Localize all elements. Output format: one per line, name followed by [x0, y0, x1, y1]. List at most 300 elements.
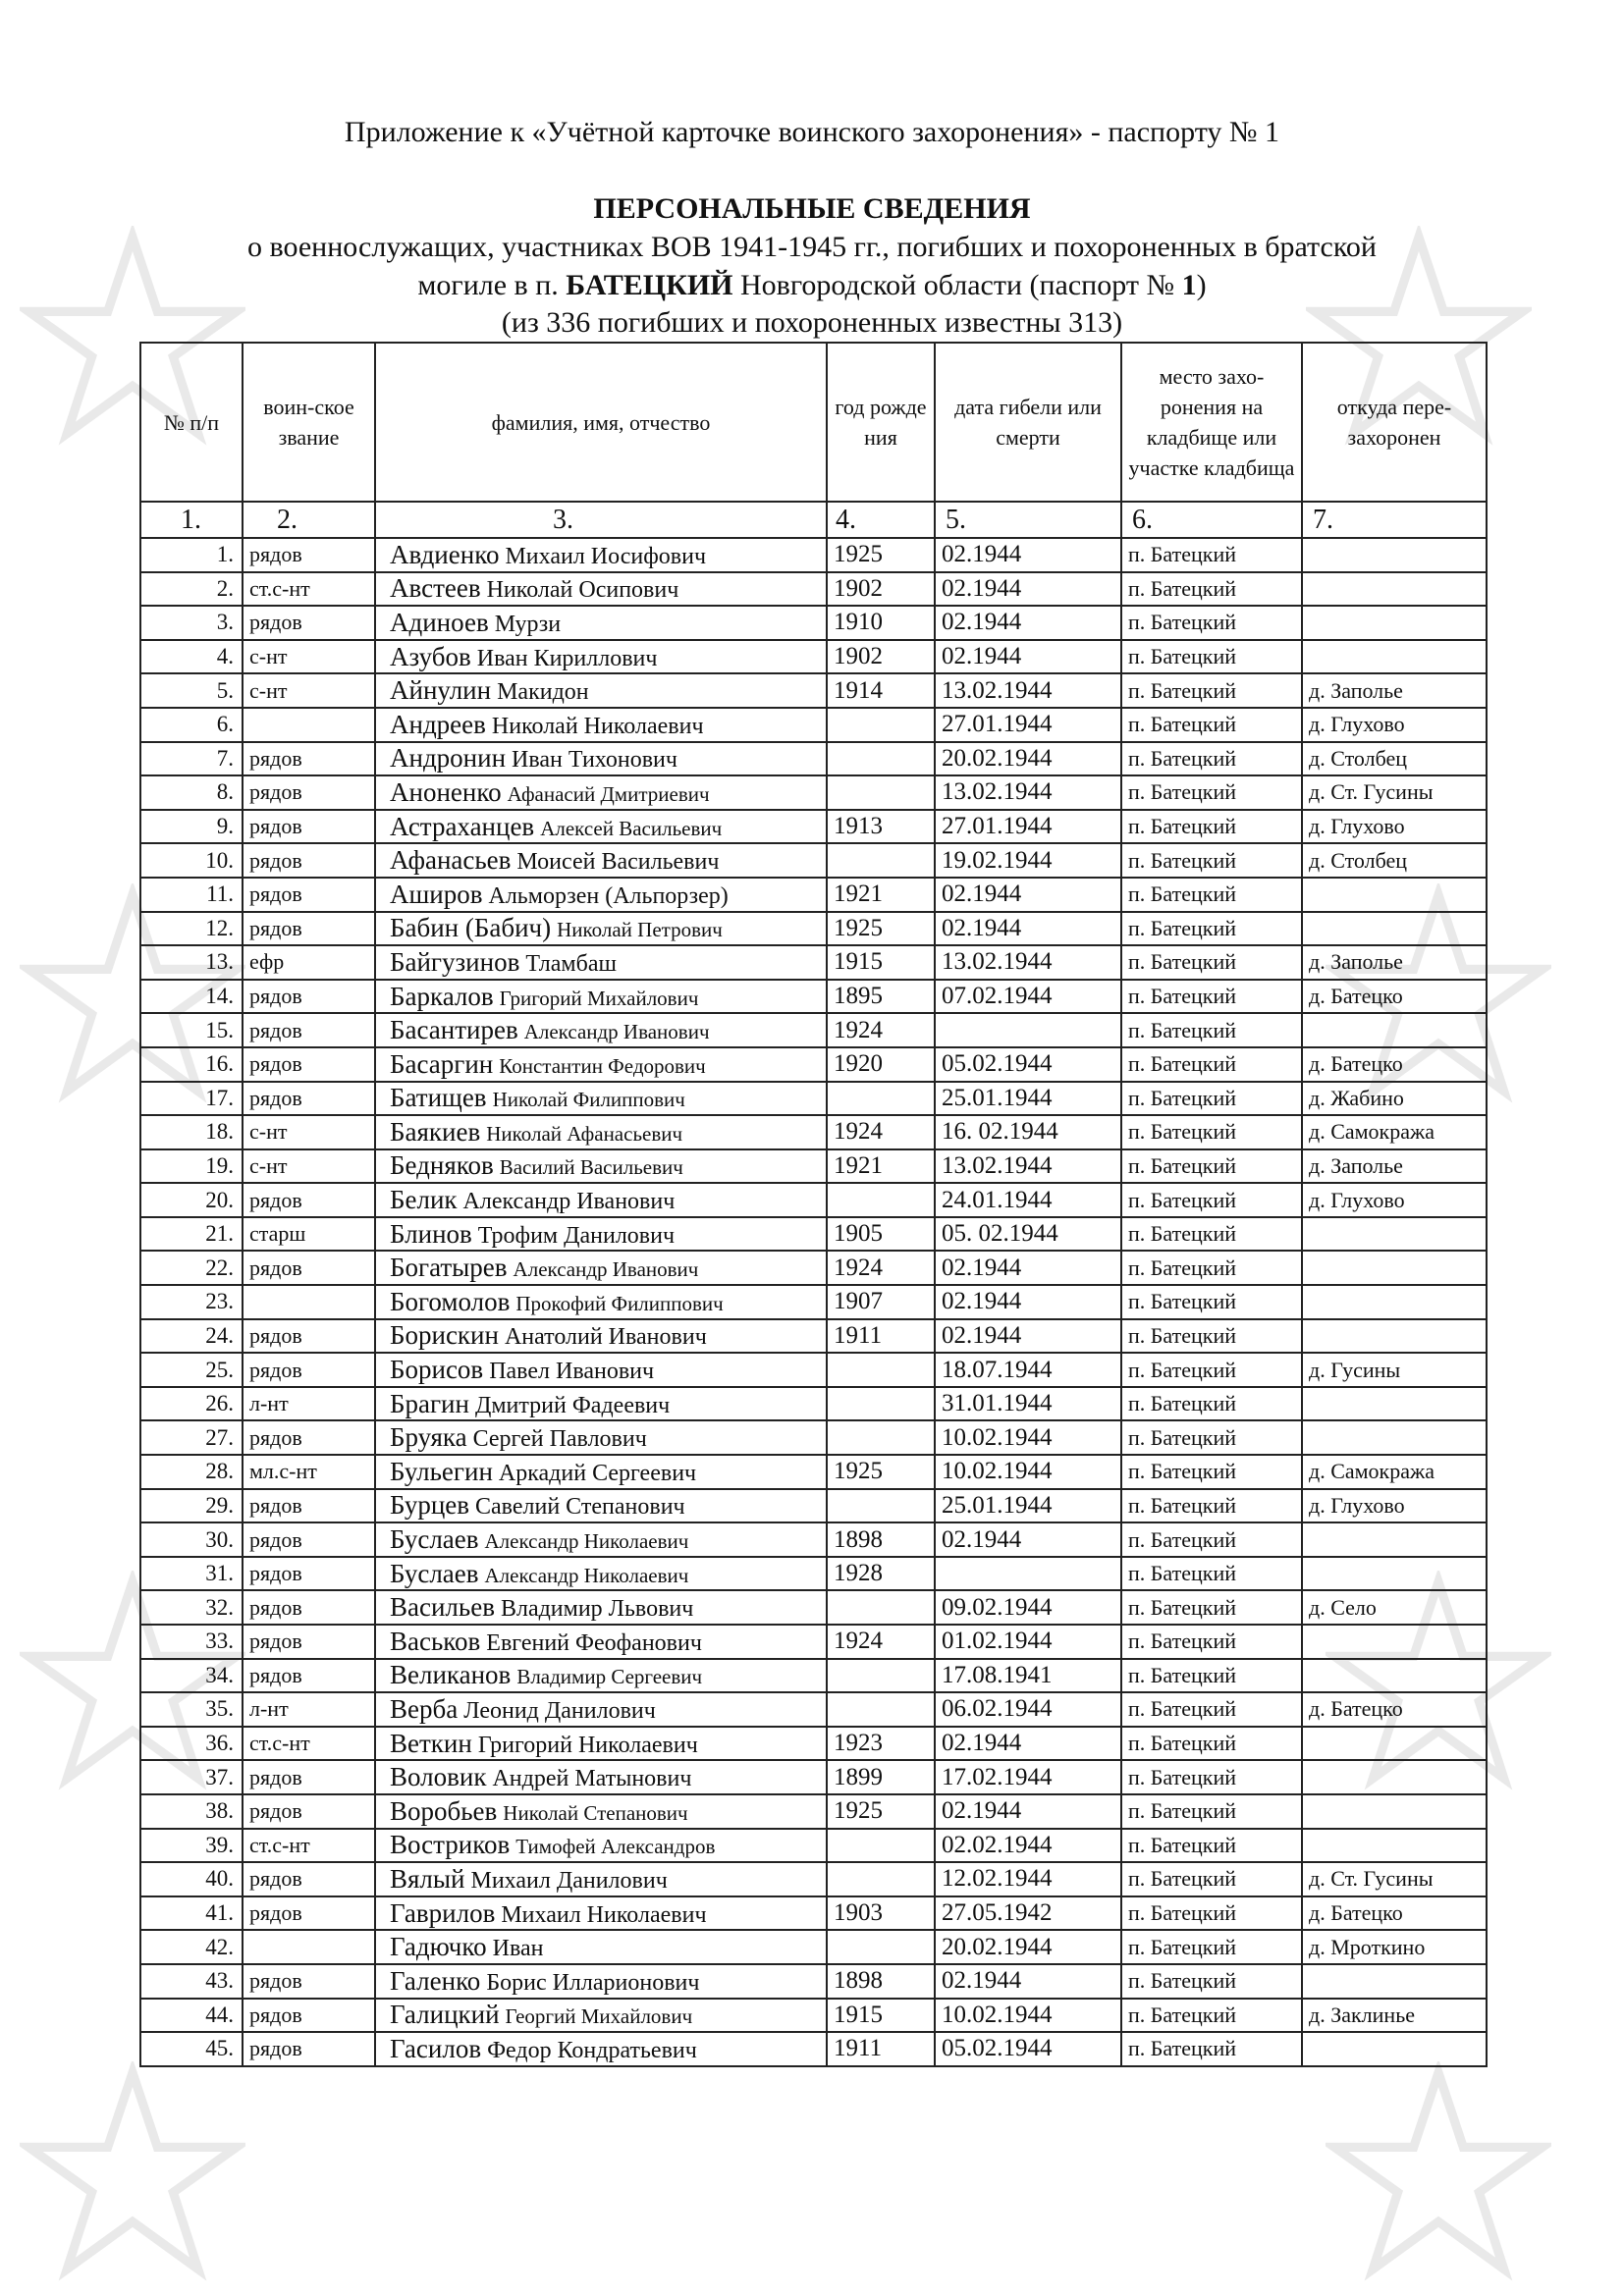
- full-name: [375, 980, 827, 1014]
- column-header: дата гибели или смерти: [935, 343, 1121, 502]
- reburied-from: д. Заполье: [1302, 945, 1487, 980]
- column-header: фамилия, имя, отчество: [375, 343, 827, 502]
- column-header: воин-ское звание: [243, 343, 375, 502]
- full-name: [375, 1149, 827, 1184]
- reburied-from: [1302, 1251, 1487, 1285]
- first-patronymic: Алексей Васильевич: [540, 816, 723, 840]
- military-rank: рядов: [243, 2032, 375, 2066]
- death-date: 01.02.1944: [935, 1625, 1121, 1659]
- military-rank: рядов: [243, 1489, 375, 1523]
- birth-year: [827, 1692, 935, 1727]
- military-rank: рядов: [243, 843, 375, 878]
- first-patronymic: Макидон: [497, 679, 589, 706]
- birth-year: 1924: [827, 1625, 935, 1659]
- full-name: [375, 1896, 827, 1931]
- reburied-from: [1302, 538, 1487, 572]
- death-date: 25.01.1944: [935, 1082, 1121, 1116]
- row-number: 27.: [140, 1420, 243, 1455]
- birth-year: [827, 1387, 935, 1421]
- death-date: 24.01.1944: [935, 1183, 1121, 1217]
- reburied-from: [1302, 640, 1487, 674]
- burial-place: п. Батецкий: [1121, 1285, 1302, 1319]
- full-name: [375, 1964, 827, 1999]
- burial-place: п. Батецкий: [1121, 1013, 1302, 1047]
- subtitle-line-2: [0, 269, 1624, 302]
- birth-year: 1924: [827, 1251, 935, 1285]
- death-date: 02.1944: [935, 1285, 1121, 1319]
- first-patronymic: Григорий Михайлович: [499, 986, 699, 1010]
- reburied-from: д. Батецко: [1302, 1896, 1487, 1931]
- birth-year: 1925: [827, 538, 935, 572]
- row-number: 8.: [140, 775, 243, 810]
- table-row: [140, 1285, 1487, 1319]
- burial-place: п. Батецкий: [1121, 1760, 1302, 1794]
- military-rank: рядов: [243, 1557, 375, 1591]
- military-rank: рядов: [243, 912, 375, 946]
- death-date: 06.02.1944: [935, 1692, 1121, 1727]
- reburied-from: д. Жабино: [1302, 1082, 1487, 1116]
- full-name: [375, 1692, 827, 1727]
- full-name: [375, 673, 827, 708]
- last-name: Андронин: [390, 743, 507, 774]
- birth-year: [827, 843, 935, 878]
- first-patronymic: Михаил Данилович: [470, 1867, 668, 1894]
- burial-place: п. Батецкий: [1121, 1727, 1302, 1761]
- row-number: 33.: [140, 1625, 243, 1659]
- last-name: Басантирев: [390, 1015, 518, 1045]
- first-patronymic: Мурзи: [494, 611, 562, 637]
- row-number: 45.: [140, 2032, 243, 2066]
- column-number: 5.: [935, 502, 1121, 538]
- reburied-from: д. Ст. Гусины: [1302, 1862, 1487, 1896]
- first-patronymic: Константин Федорович: [499, 1053, 706, 1078]
- row-number: 37.: [140, 1760, 243, 1794]
- last-name: Галицкий: [390, 2000, 500, 2030]
- first-patronymic: Прокофий Филиппович: [515, 1291, 724, 1315]
- military-rank: [243, 1930, 375, 1964]
- row-number: 10.: [140, 843, 243, 878]
- row-number: 3.: [140, 606, 243, 640]
- birth-year: 1925: [827, 1455, 935, 1489]
- last-name: Гаврилов: [390, 1897, 496, 1928]
- birth-year: 1898: [827, 1964, 935, 1999]
- first-patronymic: Михаил Николаевич: [501, 1901, 707, 1928]
- birth-year: [827, 775, 935, 810]
- reburied-from: [1302, 2032, 1487, 2066]
- watermark-star-icon: [1326, 2061, 1551, 2287]
- subtitle-text: Новгородской области (паспорт №: [732, 269, 1182, 301]
- full-name: [375, 1387, 827, 1421]
- death-date: 19.02.1944: [935, 843, 1121, 878]
- row-number: 25.: [140, 1353, 243, 1387]
- first-patronymic: Александр Иванович: [513, 1257, 699, 1282]
- military-rank: рядов: [243, 1999, 375, 2033]
- burial-place: п. Батецкий: [1121, 572, 1302, 607]
- death-date: 13.02.1944: [935, 1149, 1121, 1184]
- military-rank: с-нт: [243, 640, 375, 674]
- burial-place: п. Батецкий: [1121, 1522, 1302, 1557]
- table-header-row: [140, 343, 1487, 502]
- reburied-from: [1302, 878, 1487, 912]
- full-name: [375, 1829, 827, 1863]
- burial-place: п. Батецкий: [1121, 1692, 1302, 1727]
- table-row: [140, 708, 1487, 742]
- reburied-from: д. Глухово: [1302, 1183, 1487, 1217]
- first-patronymic: Павел Иванович: [489, 1359, 655, 1385]
- burial-place: п. Батецкий: [1121, 673, 1302, 708]
- death-date: 31.01.1944: [935, 1387, 1121, 1421]
- row-number: 16.: [140, 1047, 243, 1082]
- military-rank: рядов: [243, 1862, 375, 1896]
- death-date: 20.02.1944: [935, 1930, 1121, 1964]
- burial-place: п. Батецкий: [1121, 1794, 1302, 1829]
- full-name: [375, 1455, 827, 1489]
- row-number: 36.: [140, 1727, 243, 1761]
- burial-place: п. Батецкий: [1121, 1319, 1302, 1354]
- table-row: [140, 1115, 1487, 1149]
- last-name: Востриков: [390, 1830, 511, 1860]
- table-row: [140, 1862, 1487, 1896]
- last-name: Айнулин: [390, 675, 492, 706]
- birth-year: 1915: [827, 945, 935, 980]
- first-patronymic: Анатолий Иванович: [504, 1324, 707, 1351]
- military-rank: л-нт: [243, 1387, 375, 1421]
- death-date: 27.05.1942: [935, 1896, 1121, 1931]
- military-rank: рядов: [243, 1013, 375, 1047]
- reburied-from: д. Глухово: [1302, 1489, 1487, 1523]
- last-name: Богомолов: [390, 1286, 511, 1316]
- reburied-from: д. Ст. Гусины: [1302, 775, 1487, 810]
- last-name: Баркалов: [390, 981, 494, 1011]
- last-name: Богатырев: [390, 1253, 508, 1283]
- passport-number: 1: [1181, 269, 1197, 301]
- last-name: Бедняков: [390, 1150, 494, 1181]
- full-name: [375, 1353, 827, 1387]
- row-number: 28.: [140, 1455, 243, 1489]
- full-name: [375, 878, 827, 912]
- burial-place: п. Батецкий: [1121, 708, 1302, 742]
- first-patronymic: Тламбаш: [525, 950, 617, 977]
- last-name: Афанасьев: [390, 845, 512, 876]
- military-rank: с-нт: [243, 1115, 375, 1149]
- reburied-from: [1302, 1794, 1487, 1829]
- table-row: [140, 1930, 1487, 1964]
- last-name: Байгузинов: [390, 946, 520, 977]
- table-row: [140, 843, 1487, 878]
- reburied-from: [1302, 572, 1487, 607]
- burial-place: п. Батецкий: [1121, 1149, 1302, 1184]
- table-row: [140, 606, 1487, 640]
- first-patronymic: Николай Осипович: [486, 577, 679, 604]
- first-patronymic: Николай Афанасьевич: [486, 1121, 683, 1146]
- table-row: [140, 1760, 1487, 1794]
- burial-place: п. Батецкий: [1121, 1115, 1302, 1149]
- first-patronymic: Александр Иванович: [523, 1020, 710, 1044]
- first-patronymic: Аркадий Сергеевич: [498, 1460, 697, 1486]
- reburied-from: [1302, 1522, 1487, 1557]
- military-rank: л-нт: [243, 1692, 375, 1727]
- death-date: 02.1944: [935, 1522, 1121, 1557]
- full-name: [375, 606, 827, 640]
- row-number: 12.: [140, 912, 243, 946]
- full-name: [375, 1217, 827, 1252]
- table-row: [140, 1659, 1487, 1693]
- row-number: 23.: [140, 1285, 243, 1319]
- military-rank: рядов: [243, 1625, 375, 1659]
- death-date: 02.1944: [935, 572, 1121, 607]
- first-patronymic: Савелий Степанович: [475, 1494, 685, 1521]
- column-header: откуда пере-захоронен: [1302, 343, 1487, 502]
- military-rank: рядов: [243, 1896, 375, 1931]
- full-name: [375, 1557, 827, 1591]
- table-row: [140, 742, 1487, 776]
- last-name: Басаргин: [390, 1048, 494, 1079]
- burial-place: п. Батецкий: [1121, 1183, 1302, 1217]
- birth-year: 1898: [827, 1522, 935, 1557]
- column-header: год рожде ния: [827, 343, 935, 502]
- full-name: [375, 708, 827, 742]
- row-number: 4.: [140, 640, 243, 674]
- death-date: 02.1944: [935, 912, 1121, 946]
- death-date: 10.02.1944: [935, 1999, 1121, 2033]
- military-rank: рядов: [243, 538, 375, 572]
- column-number: 1.: [140, 502, 243, 538]
- table-row: [140, 1047, 1487, 1082]
- first-patronymic: Леонид Данилович: [463, 1697, 656, 1724]
- row-number: 13.: [140, 945, 243, 980]
- burial-place: п. Батецкий: [1121, 775, 1302, 810]
- last-name: Андреев: [390, 709, 486, 739]
- burial-place: п. Батецкий: [1121, 1082, 1302, 1116]
- reburied-from: [1302, 1420, 1487, 1455]
- row-number: 19.: [140, 1149, 243, 1184]
- last-name: Веткин: [390, 1728, 472, 1758]
- full-name: [375, 1862, 827, 1896]
- first-patronymic: Андрей Матынович: [492, 1766, 692, 1792]
- row-number: 42.: [140, 1930, 243, 1964]
- column-number: 6.: [1121, 502, 1302, 538]
- birth-year: [827, 1183, 935, 1217]
- burial-place: п. Батецкий: [1121, 1387, 1302, 1421]
- row-number: 18.: [140, 1115, 243, 1149]
- burial-place: п. Батецкий: [1121, 1829, 1302, 1863]
- last-name: Брагин: [390, 1388, 469, 1418]
- birth-year: 1928: [827, 1557, 935, 1591]
- full-name: [375, 1727, 827, 1761]
- death-date: 02.1944: [935, 1251, 1121, 1285]
- table-row: [140, 1625, 1487, 1659]
- burial-place: п. Батецкий: [1121, 606, 1302, 640]
- first-patronymic: Николай Николаевич: [491, 713, 704, 739]
- death-date: 17.02.1944: [935, 1760, 1121, 1794]
- death-date: 05.02.1944: [935, 2032, 1121, 2066]
- row-number: 35.: [140, 1692, 243, 1727]
- row-number: 7.: [140, 742, 243, 776]
- table-row: [140, 1183, 1487, 1217]
- row-number: 20.: [140, 1183, 243, 1217]
- last-name: Бульегин: [390, 1456, 493, 1486]
- burial-place: п. Батецкий: [1121, 1251, 1302, 1285]
- military-rank: рядов: [243, 1353, 375, 1387]
- last-name: Бурцев: [390, 1490, 470, 1521]
- birth-year: [827, 708, 935, 742]
- birth-year: [827, 1659, 935, 1693]
- table-row: [140, 1590, 1487, 1625]
- military-rank: рядов: [243, 1760, 375, 1794]
- burial-place: п. Батецкий: [1121, 878, 1302, 912]
- full-name: [375, 1625, 827, 1659]
- column-number-row: [140, 502, 1487, 538]
- table-row: [140, 1557, 1487, 1591]
- reburied-from: [1302, 1387, 1487, 1421]
- death-date: 07.02.1944: [935, 980, 1121, 1014]
- first-patronymic: Александр Иванович: [462, 1189, 676, 1215]
- last-name: Бабин (Бабич): [390, 913, 552, 943]
- full-name: [375, 2032, 827, 2066]
- military-rank: рядов: [243, 1420, 375, 1455]
- last-name: Воловик: [390, 1762, 487, 1792]
- last-name: Борисов: [390, 1355, 484, 1385]
- row-number: 43.: [140, 1964, 243, 1999]
- full-name: [375, 1489, 827, 1523]
- birth-year: [827, 1590, 935, 1625]
- death-date: 10.02.1944: [935, 1455, 1121, 1489]
- reburied-from: д. Батецко: [1302, 980, 1487, 1014]
- military-rank: [243, 1285, 375, 1319]
- first-patronymic: Иван: [492, 1936, 544, 1962]
- last-name: Буслаев: [390, 1558, 479, 1588]
- death-date: 16. 02.1944: [935, 1115, 1121, 1149]
- full-name: [375, 912, 827, 946]
- birth-year: 1924: [827, 1115, 935, 1149]
- death-date: 27.01.1944: [935, 708, 1121, 742]
- full-name: [375, 1930, 827, 1964]
- full-name: [375, 1420, 827, 1455]
- full-name: [375, 1522, 827, 1557]
- first-patronymic: Василий Васильевич: [499, 1155, 683, 1180]
- table-row: [140, 1999, 1487, 2033]
- row-number: 6.: [140, 708, 243, 742]
- death-date: 02.1944: [935, 606, 1121, 640]
- table-row: [140, 1522, 1487, 1557]
- full-name: [375, 1999, 827, 2033]
- page-title: ПЕРСОНАЛЬНЫЕ СВЕДЕНИЯ: [593, 192, 1031, 225]
- first-patronymic: Сергей Павлович: [472, 1426, 647, 1453]
- last-name: Верба: [390, 1693, 459, 1724]
- military-rank: рядов: [243, 1082, 375, 1116]
- last-name: Азубов: [390, 641, 471, 671]
- table-row: [140, 980, 1487, 1014]
- military-rank: рядов: [243, 980, 375, 1014]
- burial-place: п. Батецкий: [1121, 980, 1302, 1014]
- death-date: 02.1944: [935, 1727, 1121, 1761]
- birth-year: 1899: [827, 1760, 935, 1794]
- burial-place: п. Батецкий: [1121, 1557, 1302, 1591]
- table-row: [140, 810, 1487, 844]
- row-number: 40.: [140, 1862, 243, 1896]
- death-date: 17.08.1941: [935, 1659, 1121, 1693]
- birth-year: 1923: [827, 1727, 935, 1761]
- first-patronymic: Александр Николаевич: [484, 1563, 689, 1587]
- first-patronymic: Григорий Николаевич: [477, 1732, 698, 1758]
- death-date: 20.02.1944: [935, 742, 1121, 776]
- birth-year: 1902: [827, 572, 935, 607]
- table-row: [140, 1896, 1487, 1931]
- burial-place: п. Батецкий: [1121, 912, 1302, 946]
- table-row: [140, 1251, 1487, 1285]
- last-name: Великанов: [390, 1660, 512, 1690]
- reburied-from: д. Самокража: [1302, 1115, 1487, 1149]
- row-number: 30.: [140, 1522, 243, 1557]
- row-number: 14.: [140, 980, 243, 1014]
- first-patronymic: Трофим Данилович: [477, 1222, 676, 1249]
- row-number: 22.: [140, 1251, 243, 1285]
- row-number: 24.: [140, 1319, 243, 1354]
- burial-place: п. Батецкий: [1121, 843, 1302, 878]
- death-date: [935, 1013, 1121, 1047]
- row-number: 44.: [140, 1999, 243, 2033]
- reburied-from: [1302, 1285, 1487, 1319]
- birth-year: [827, 1353, 935, 1387]
- column-number: 7.: [1302, 502, 1487, 538]
- row-number: 38.: [140, 1794, 243, 1829]
- table-row: [140, 640, 1487, 674]
- subtitle-text: ): [1196, 269, 1207, 301]
- burial-place: п. Батецкий: [1121, 1047, 1302, 1082]
- reburied-from: [1302, 1659, 1487, 1693]
- military-rank: рядов: [243, 1251, 375, 1285]
- first-patronymic: Михаил Иосифович: [505, 543, 707, 569]
- row-number: 29.: [140, 1489, 243, 1523]
- table-row: [140, 1455, 1487, 1489]
- full-name: [375, 1659, 827, 1693]
- row-number: 21.: [140, 1217, 243, 1252]
- full-name: [375, 1013, 827, 1047]
- birth-year: [827, 1082, 935, 1116]
- military-rank: ст.с-нт: [243, 1727, 375, 1761]
- military-rank: ст.с-нт: [243, 1829, 375, 1863]
- death-date: 02.1944: [935, 1964, 1121, 1999]
- table-row: [140, 1964, 1487, 1999]
- full-name: [375, 1115, 827, 1149]
- row-number: 2.: [140, 572, 243, 607]
- column-header: место захо-ронения на кладбище или участке кладбища: [1121, 343, 1302, 502]
- reburied-from: д. Заполье: [1302, 1149, 1487, 1184]
- military-rank: рядов: [243, 1659, 375, 1693]
- burial-place: п. Батецкий: [1121, 1659, 1302, 1693]
- birth-year: [827, 1930, 935, 1964]
- first-patronymic: Иван Тихонович: [512, 747, 677, 774]
- death-date: 18.07.1944: [935, 1353, 1121, 1387]
- watermark-star-icon: [20, 2061, 245, 2287]
- military-rank: [243, 708, 375, 742]
- last-name: Буслаев: [390, 1524, 479, 1555]
- last-name: Белик: [390, 1185, 458, 1215]
- table-row: [140, 775, 1487, 810]
- birth-year: 1925: [827, 1794, 935, 1829]
- last-name: Воробьев: [390, 1795, 498, 1826]
- subtitle-line-3: (из 336 погибших и похороненных известны 313): [501, 306, 1123, 339]
- table-row: [140, 945, 1487, 980]
- birth-year: 1915: [827, 1999, 935, 2033]
- reburied-from: [1302, 1557, 1487, 1591]
- full-name: [375, 538, 827, 572]
- reburied-from: [1302, 1760, 1487, 1794]
- burial-place: п. Батецкий: [1121, 1217, 1302, 1252]
- last-name: Батищев: [390, 1083, 487, 1113]
- row-number: 34.: [140, 1659, 243, 1693]
- last-name: Блинов: [390, 1218, 472, 1249]
